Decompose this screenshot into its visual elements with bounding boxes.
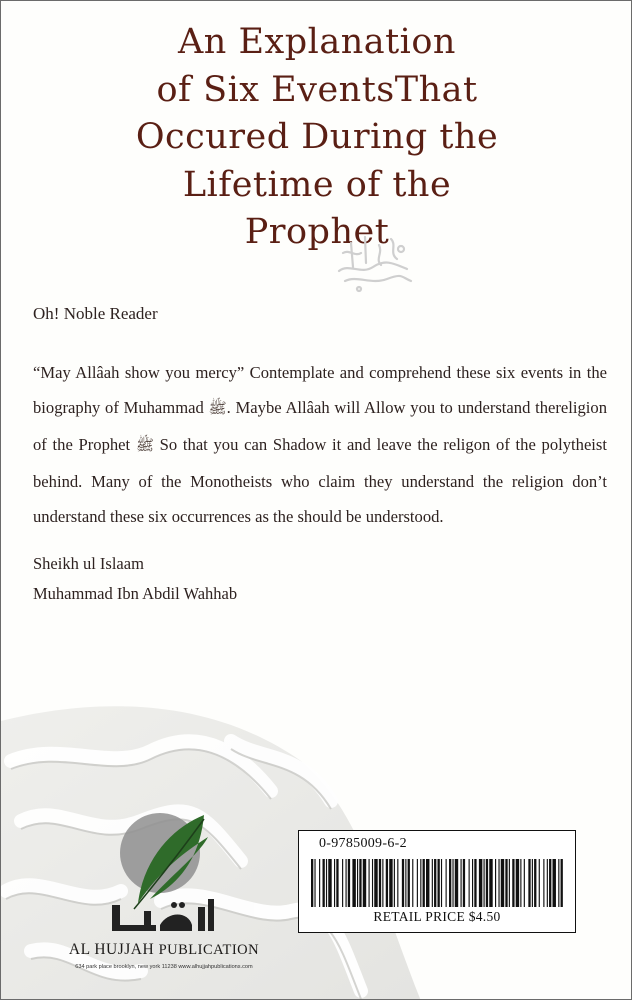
pbuh-glyph: ﷺ [135,438,154,454]
retail-price: RETAIL PRICE $4.50 [373,909,501,924]
title-line: Lifetime of the [182,164,452,205]
publisher-address: 634 park place brooklyn, new york 11238 www.alhujjahpublications.com [75,964,253,970]
salutation: Oh! Noble Reader [33,304,158,323]
signature-title: Sheikh ul Islaam [33,554,144,573]
isbn-number: 0-9785009-6-2 [319,836,407,851]
book-title [61,19,573,257]
title-line: Prophet [244,212,390,252]
title-line: Occured During the [135,117,499,157]
body-text-3: So that you can Shadow it and leave the religon of the polytheist behind. Many of the Monotheists who claim they understand the religion don’t understand these six occurrences as the should be understood. [33,435,607,526]
barcode-box [298,830,576,933]
title-line: An Explanation [178,22,456,62]
publisher-name [59,941,269,959]
body-text-1: “May Allâah show you mercy” Contemplate and comprehend these six events in the biography of Muhammad [33,363,607,417]
body-paragraph [33,355,607,534]
publisher-logo [59,807,269,977]
publisher-name-part2: PUBLICATION [158,942,260,958]
salawat-calligraphy-watermark [331,223,416,295]
title-line: of Six EventsThat [156,69,478,110]
signature-name: Muhammad Ibn Abdil Wahhab [33,584,238,603]
publisher-name-part1: AL HUJJAH [68,941,159,958]
body-text-2: . Maybe Allâah will Allow you to understand thereligion of the Prophet [33,398,607,454]
quill-feather-icon [104,807,224,937]
barcode-icon [311,859,563,907]
pbuh-glyph: ﷺ [208,401,227,417]
